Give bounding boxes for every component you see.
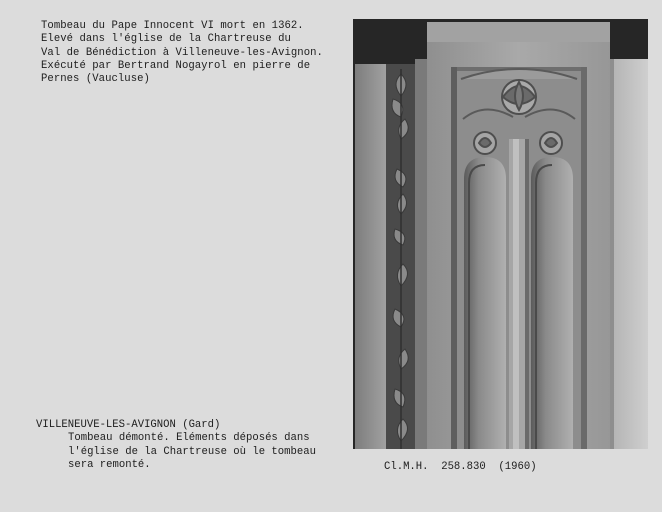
- lancet-right: [531, 157, 573, 449]
- stone-panel-photograph: [353, 19, 648, 449]
- photo-drawing: [353, 19, 648, 449]
- top-caption: [41, 20, 341, 86]
- location-heading: VILLENEUVE-LES-AVIGNON (Gard): [36, 419, 221, 431]
- bottom-caption: [36, 419, 336, 472]
- bottom-caption-line-1: Tombeau démonté. Eléments déposés dans: [68, 432, 310, 445]
- right-stone-edge: [610, 59, 648, 449]
- top-caption-line-4: Exécuté par Bertrand Nogayrol en pierre de: [41, 59, 311, 72]
- top-caption-line-5: Pernes (Vaucluse): [41, 73, 150, 86]
- left-stone-slab: [355, 64, 388, 449]
- top-caption-line-1: Tombeau du Pape Innocent VI mort en 1362.: [41, 20, 304, 32]
- top-caption-line-2: Elevé dans l'église de la Chartreuse du: [41, 33, 291, 46]
- bottom-caption-line-3: sera remonté.: [68, 458, 151, 471]
- lancet-left: [464, 157, 506, 449]
- bottom-caption-line-2: l'église de la Chartreuse où le tombeau: [68, 445, 316, 458]
- photo-reference-number: Cl.M.H. 258.830 (1960): [384, 461, 537, 473]
- top-caption-line-3: Val de Bénédiction à Villeneuve-les-Avignon.: [41, 46, 323, 59]
